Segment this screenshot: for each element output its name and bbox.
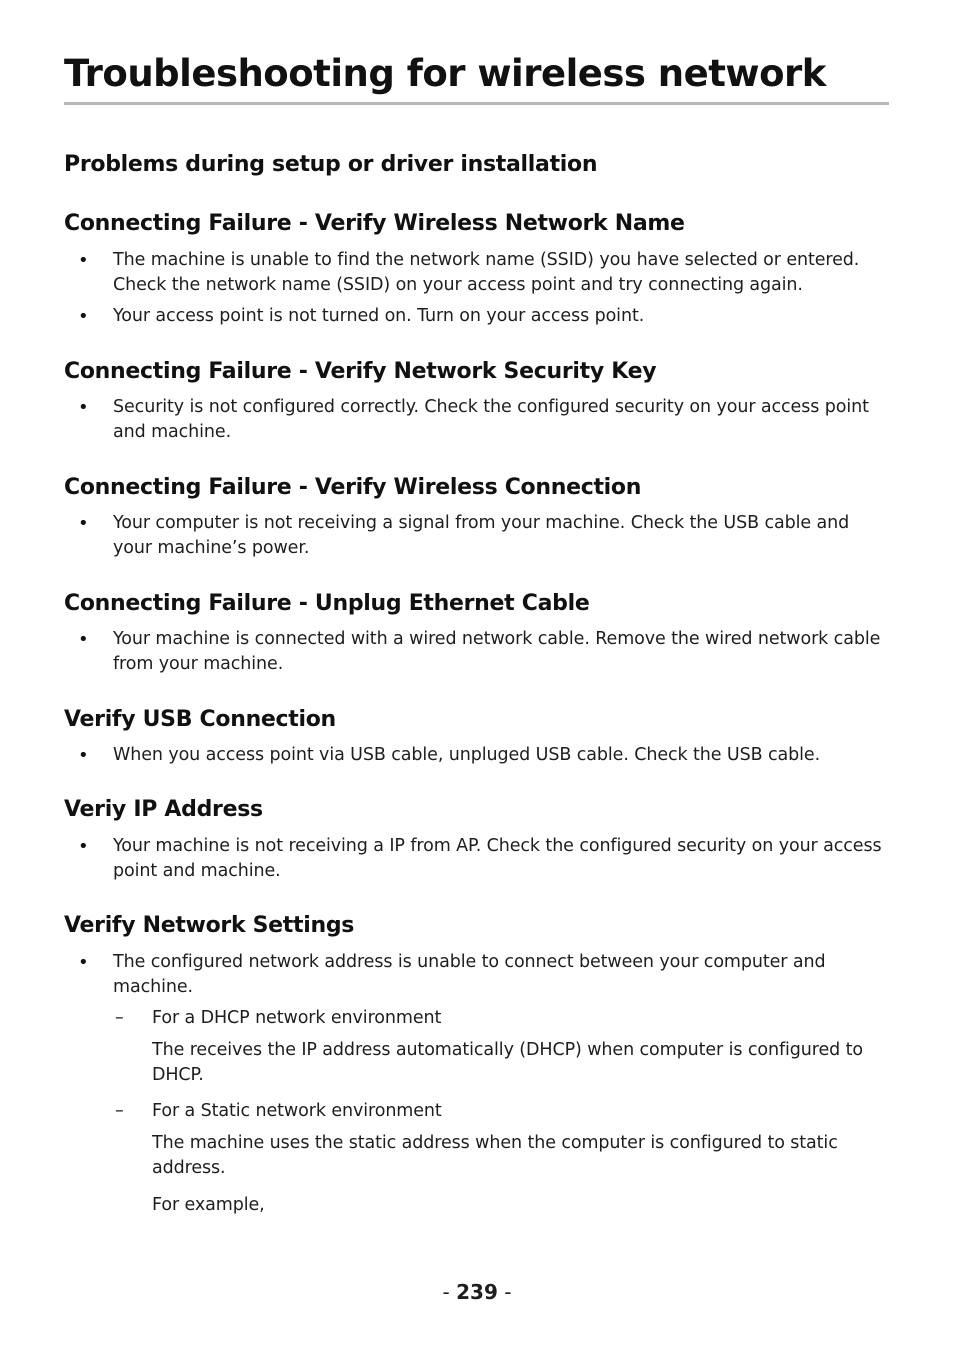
bullet-marker: • bbox=[78, 629, 89, 650]
bullet-text: The configured network address is unable to connect between your computer and machine. bbox=[113, 952, 826, 997]
sub-item-description: The receives the IP address automatically (DHCP) when computer is configured to DHCP. bbox=[152, 1040, 863, 1085]
bullet-marker: • bbox=[78, 397, 89, 418]
section-heading-verify-ip: Veriy IP Address bbox=[64, 797, 263, 822]
bullet-marker: • bbox=[78, 952, 89, 973]
section-heading-verify-network-name: Connecting Failure - Verify Wireless Network Name bbox=[64, 211, 685, 236]
section-heading-verify-wireless-connection: Connecting Failure - Verify Wireless Connection bbox=[64, 475, 642, 500]
sub-item-extra: For example, bbox=[152, 1195, 265, 1215]
title-divider bbox=[64, 102, 889, 105]
bullet-marker: • bbox=[78, 250, 89, 271]
bullet-text: Security is not configured correctly. Check the configured security on your access point and machine. bbox=[113, 397, 869, 442]
bullet-marker: • bbox=[78, 836, 89, 857]
dash-marker: – bbox=[115, 1008, 124, 1028]
page-number-suffix: - bbox=[497, 1280, 512, 1304]
page-title: Troubleshooting for wireless network bbox=[64, 52, 826, 95]
bullet-text: Your computer is not receiving a signal from your machine. Check the USB cable and your machine’s power. bbox=[113, 513, 850, 558]
bullet-marker: • bbox=[78, 513, 89, 534]
bullet-text: The machine is unable to find the network name (SSID) you have selected or entered. Check the network name (SSID) on your access point and try connecting again. bbox=[113, 250, 860, 295]
page-number-prefix: - bbox=[442, 1280, 457, 1304]
bullet-text: When you access point via USB cable, unpluged USB cable. Check the USB cable. bbox=[113, 745, 821, 765]
page-number-value: 239 bbox=[456, 1280, 498, 1304]
page-number bbox=[0, 1280, 954, 1304]
section-heading-verify-security-key: Connecting Failure - Verify Network Security Key bbox=[64, 359, 657, 384]
bullet-text: Your machine is not receiving a IP from AP. Check the configured security on your access point and machine. bbox=[113, 836, 882, 881]
sub-item-label: For a DHCP network environment bbox=[152, 1008, 442, 1028]
bullet-text: Your machine is connected with a wired network cable. Remove the wired network cable from your machine. bbox=[113, 629, 881, 674]
section-heading-verify-usb: Verify USB Connection bbox=[64, 707, 336, 732]
sub-item-label: For a Static network environment bbox=[152, 1101, 442, 1121]
bullet-text: Your access point is not turned on. Turn on your access point. bbox=[113, 306, 645, 326]
sub-item-description: The machine uses the static address when the computer is configured to static address. bbox=[152, 1133, 838, 1178]
section-heading-verify-network-settings: Verify Network Settings bbox=[64, 913, 355, 938]
bullet-marker: • bbox=[78, 306, 89, 327]
section-heading-unplug-ethernet: Connecting Failure - Unplug Ethernet Cable bbox=[64, 591, 590, 616]
bullet-marker: • bbox=[78, 745, 89, 766]
dash-marker: – bbox=[115, 1101, 124, 1121]
section-heading-setup-problems: Problems during setup or driver installation bbox=[64, 152, 598, 177]
